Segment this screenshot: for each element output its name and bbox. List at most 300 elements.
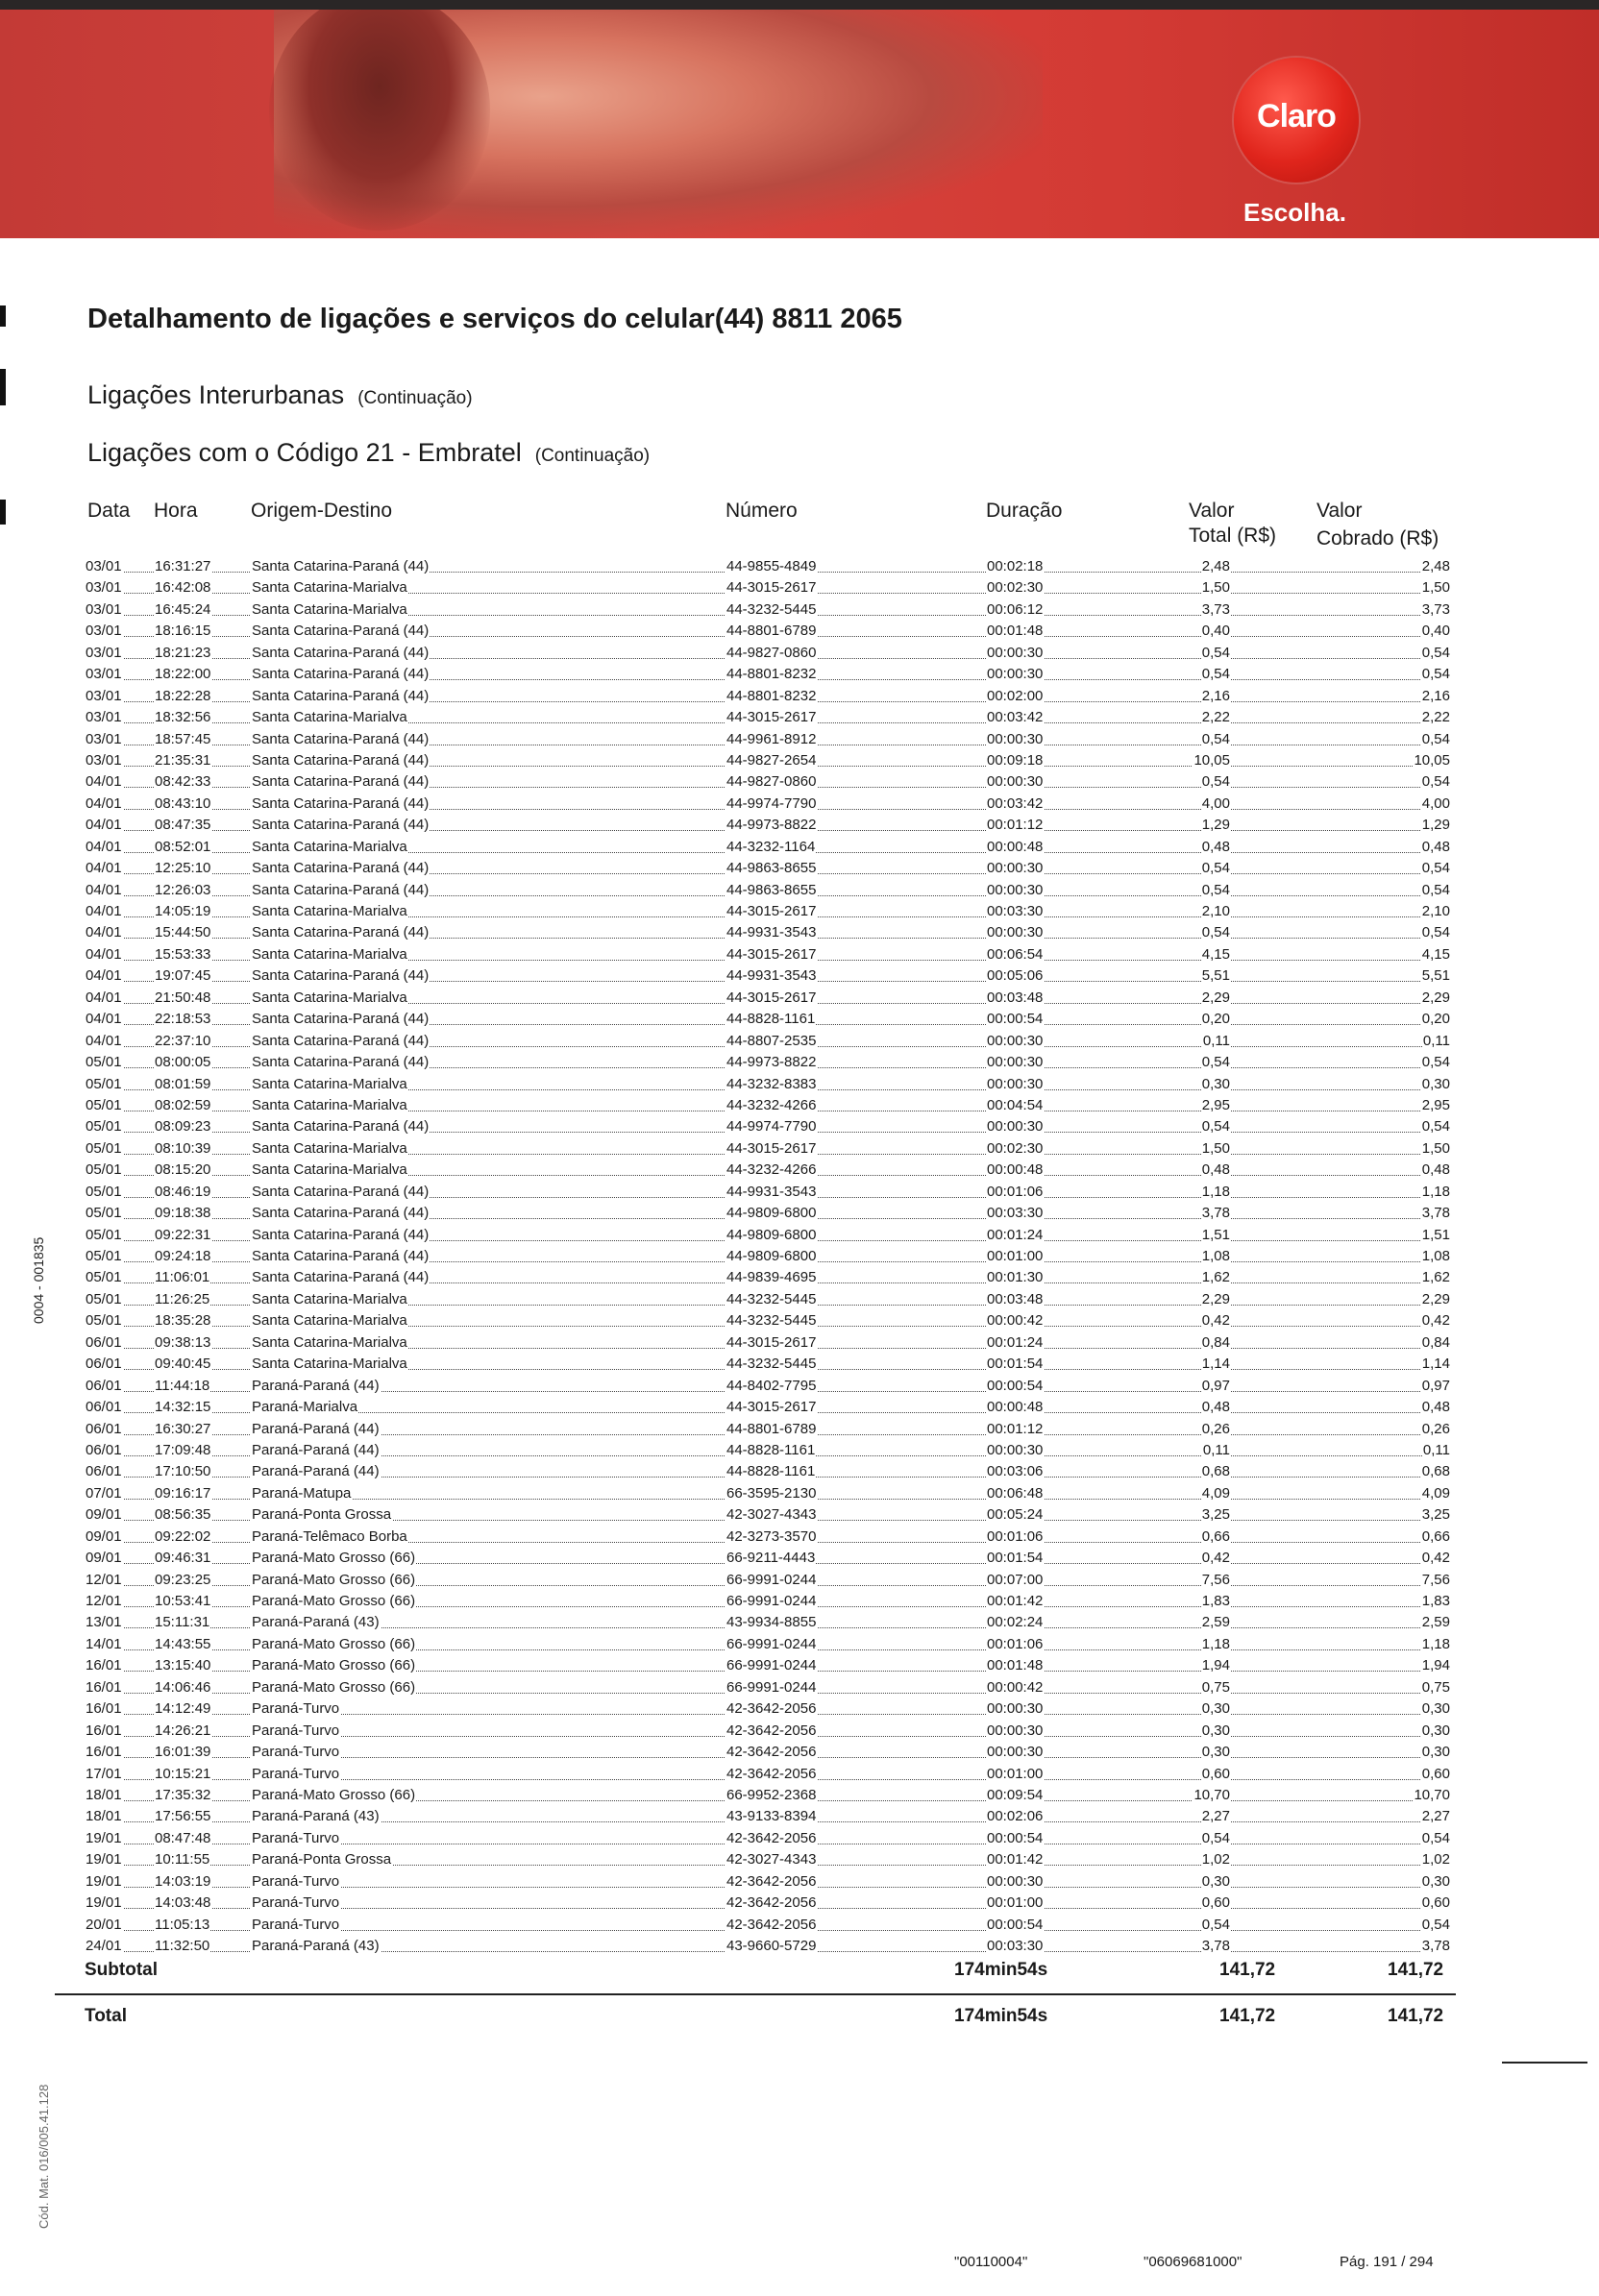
cell-time: 14:32:15 bbox=[155, 1399, 211, 1416]
cell-duration: 00:00:54 bbox=[987, 1377, 1044, 1394]
cell-total: 0,40 bbox=[1201, 623, 1230, 640]
cell-duration: 00:00:54 bbox=[987, 1011, 1044, 1028]
table-row bbox=[85, 1266, 1451, 1287]
cell-date: 06/01 bbox=[86, 1377, 122, 1394]
cell-number: 44-8807-2535 bbox=[726, 1032, 817, 1049]
table-row bbox=[85, 1526, 1451, 1547]
table-row bbox=[85, 1611, 1451, 1632]
cell-charged: 1,08 bbox=[1421, 1248, 1450, 1264]
cell-route: Santa Catarina-Paraná (44) bbox=[252, 773, 430, 791]
cell-time: 14:03:19 bbox=[155, 1872, 211, 1890]
cell-route: Santa Catarina-Marialva bbox=[252, 579, 407, 597]
cell-date: 05/01 bbox=[86, 1226, 122, 1243]
cell-number: 44-9863-8655 bbox=[726, 860, 817, 877]
cell-charged: 0,54 bbox=[1421, 730, 1450, 747]
cell-charged: 2,48 bbox=[1421, 558, 1450, 574]
cell-date: 16/01 bbox=[86, 1657, 122, 1674]
col-header-charged-1: Valor bbox=[1316, 500, 1363, 522]
cell-total: 0,42 bbox=[1201, 1550, 1230, 1567]
cell-total: 0,30 bbox=[1201, 1722, 1230, 1739]
cell-date: 09/01 bbox=[86, 1550, 122, 1567]
cell-charged: 0,30 bbox=[1421, 1075, 1450, 1092]
cell-time: 08:56:35 bbox=[155, 1506, 211, 1524]
table-row bbox=[85, 943, 1451, 965]
cell-number: 42-3642-2056 bbox=[726, 1894, 817, 1912]
cell-date: 16/01 bbox=[86, 1744, 122, 1761]
cell-route: Santa Catarina-Paraná (44) bbox=[252, 967, 430, 985]
table-row bbox=[85, 1848, 1451, 1869]
cell-time: 11:05:13 bbox=[155, 1916, 210, 1933]
cell-charged: 0,26 bbox=[1421, 1420, 1450, 1437]
cell-number: 42-3642-2056 bbox=[726, 1722, 817, 1739]
cell-number: 66-9952-2368 bbox=[726, 1786, 817, 1803]
cell-total: 0,54 bbox=[1201, 1829, 1230, 1846]
cell-number: 44-9931-3543 bbox=[726, 1183, 817, 1200]
cell-time: 09:18:38 bbox=[155, 1205, 211, 1222]
cell-total: 3,25 bbox=[1201, 1506, 1230, 1524]
cell-route: Paraná-Mato Grosso (66) bbox=[252, 1678, 416, 1696]
cell-date: 04/01 bbox=[86, 817, 122, 834]
logo-text: Claro bbox=[1257, 98, 1336, 134]
cell-route: Paraná-Paraná (44) bbox=[252, 1463, 380, 1480]
table-row bbox=[85, 793, 1451, 814]
cell-date: 06/01 bbox=[86, 1399, 122, 1416]
cell-date: 04/01 bbox=[86, 1011, 122, 1028]
cell-total: 1,02 bbox=[1201, 1851, 1230, 1869]
table-row bbox=[85, 1202, 1451, 1223]
cell-number: 66-9211-4443 bbox=[726, 1550, 816, 1567]
cell-duration: 00:00:30 bbox=[987, 1722, 1044, 1739]
table-row bbox=[85, 900, 1451, 921]
cell-charged: 0,54 bbox=[1421, 666, 1450, 683]
cell-number: 43-9934-8855 bbox=[726, 1614, 817, 1631]
cell-route: Santa Catarina-Paraná (44) bbox=[252, 1054, 430, 1071]
cell-number: 44-9931-3543 bbox=[726, 967, 817, 985]
cell-duration: 00:01:42 bbox=[987, 1593, 1044, 1609]
cell-charged: 0,11 bbox=[1422, 1032, 1450, 1049]
cell-charged: 0,30 bbox=[1421, 1744, 1450, 1761]
cell-date: 05/01 bbox=[86, 1054, 122, 1071]
cell-charged: 0,30 bbox=[1421, 1872, 1450, 1890]
cell-charged: 1,14 bbox=[1421, 1356, 1450, 1373]
cell-time: 08:46:19 bbox=[155, 1183, 211, 1200]
cell-date: 05/01 bbox=[86, 1312, 122, 1330]
cell-time: 11:44:18 bbox=[155, 1377, 210, 1394]
table-row bbox=[85, 1763, 1451, 1784]
cell-route: Santa Catarina-Marialva bbox=[252, 903, 407, 919]
cell-total: 10,05 bbox=[1193, 751, 1230, 769]
cell-total: 0,54 bbox=[1201, 924, 1230, 941]
table-row bbox=[85, 1181, 1451, 1202]
cell-time: 22:37:10 bbox=[155, 1032, 211, 1049]
cell-date: 03/01 bbox=[86, 579, 122, 597]
table-row bbox=[85, 1935, 1451, 1956]
cell-number: 44-9839-4695 bbox=[726, 1269, 817, 1286]
cell-charged: 1,83 bbox=[1421, 1593, 1450, 1609]
cell-time: 18:35:28 bbox=[155, 1312, 211, 1330]
page-number: Pág. 191 / 294 bbox=[1340, 2254, 1434, 2270]
cell-total: 4,09 bbox=[1201, 1484, 1230, 1502]
cell-total: 1,50 bbox=[1201, 579, 1230, 597]
cell-number: 44-3015-2617 bbox=[726, 579, 817, 597]
cell-route: Santa Catarina-Paraná (44) bbox=[252, 1269, 430, 1286]
cell-route: Santa Catarina-Paraná (44) bbox=[252, 1183, 430, 1200]
cell-duration: 00:00:30 bbox=[987, 1744, 1044, 1761]
cell-number: 44-9961-8912 bbox=[726, 730, 817, 747]
cell-time: 09:40:45 bbox=[155, 1356, 211, 1373]
cell-route: Santa Catarina-Marialva bbox=[252, 1356, 407, 1373]
cell-duration: 00:01:00 bbox=[987, 1894, 1044, 1912]
cell-route: Paraná-Ponta Grossa bbox=[252, 1851, 392, 1869]
table-row bbox=[85, 1137, 1451, 1159]
table-row bbox=[85, 965, 1451, 986]
header-banner bbox=[0, 10, 1599, 238]
table-row bbox=[85, 1720, 1451, 1741]
cell-date: 19/01 bbox=[86, 1894, 122, 1912]
table-row bbox=[85, 749, 1451, 770]
batch-code: 0004 - 001835 bbox=[31, 1236, 46, 1324]
cell-duration: 00:03:06 bbox=[987, 1463, 1044, 1480]
cell-number: 44-3232-4266 bbox=[726, 1096, 817, 1113]
table-row bbox=[85, 1418, 1451, 1439]
cell-total: 0,54 bbox=[1201, 1118, 1230, 1136]
cell-date: 06/01 bbox=[86, 1463, 122, 1480]
cell-date: 24/01 bbox=[86, 1938, 122, 1954]
cell-date: 14/01 bbox=[86, 1635, 122, 1652]
table-row bbox=[85, 1676, 1451, 1698]
cell-date: 04/01 bbox=[86, 794, 122, 812]
cell-duration: 00:05:24 bbox=[987, 1506, 1044, 1524]
cell-date: 20/01 bbox=[86, 1916, 122, 1933]
table-row bbox=[85, 1051, 1451, 1072]
cell-number: 44-9809-6800 bbox=[726, 1248, 817, 1264]
cell-total: 0,60 bbox=[1201, 1894, 1230, 1912]
cell-duration: 00:02:24 bbox=[987, 1614, 1044, 1631]
cell-time: 14:12:49 bbox=[155, 1700, 211, 1718]
cell-route: Paraná-Mato Grosso (66) bbox=[252, 1593, 416, 1609]
cell-route: Santa Catarina-Marialva bbox=[252, 1139, 407, 1157]
cell-number: 44-9863-8655 bbox=[726, 881, 817, 898]
cell-route: Paraná-Turvo bbox=[252, 1894, 340, 1912]
cell-route: Santa Catarina-Paraná (44) bbox=[252, 817, 430, 834]
cell-number: 44-9827-0860 bbox=[726, 773, 817, 791]
cell-route: Santa Catarina-Paraná (44) bbox=[252, 558, 430, 574]
cell-number: 66-9991-0244 bbox=[726, 1635, 817, 1652]
cell-charged: 0,54 bbox=[1421, 860, 1450, 877]
cell-date: 03/01 bbox=[86, 687, 122, 704]
cell-total: 2,10 bbox=[1201, 903, 1230, 919]
cell-route: Santa Catarina-Marialva bbox=[252, 1290, 407, 1307]
subsection-note: (Continuação) bbox=[534, 446, 651, 466]
cell-date: 13/01 bbox=[86, 1614, 122, 1631]
cell-total: 0,97 bbox=[1201, 1377, 1230, 1394]
cell-charged: 3,73 bbox=[1421, 600, 1450, 618]
claro-logo bbox=[1234, 58, 1359, 183]
cell-time: 18:21:23 bbox=[155, 644, 211, 661]
cell-charged: 3,78 bbox=[1421, 1205, 1450, 1222]
cell-time: 15:44:50 bbox=[155, 924, 211, 941]
cell-duration: 00:03:30 bbox=[987, 1205, 1044, 1222]
cell-number: 44-8828-1161 bbox=[726, 1011, 816, 1028]
cell-date: 04/01 bbox=[86, 989, 122, 1006]
cell-date: 05/01 bbox=[86, 1269, 122, 1286]
cell-total: 0,75 bbox=[1201, 1678, 1230, 1696]
table-row bbox=[85, 620, 1451, 641]
cell-total: 0,54 bbox=[1201, 644, 1230, 661]
cell-number: 44-9973-8822 bbox=[726, 817, 817, 834]
cell-route: Santa Catarina-Paraná (44) bbox=[252, 1011, 430, 1028]
cell-date: 04/01 bbox=[86, 903, 122, 919]
cell-duration: 00:03:30 bbox=[987, 903, 1044, 919]
cell-duration: 00:01:12 bbox=[987, 817, 1044, 834]
document-title: Detalhamento de ligações e serviços do celular(44) 8811 2065 bbox=[87, 304, 902, 334]
cell-charged: 0,40 bbox=[1421, 623, 1450, 640]
cell-date: 05/01 bbox=[86, 1161, 122, 1179]
cell-charged: 0,97 bbox=[1421, 1377, 1450, 1394]
cell-charged: 0,42 bbox=[1421, 1312, 1450, 1330]
table-row bbox=[85, 1396, 1451, 1417]
cell-date: 05/01 bbox=[86, 1075, 122, 1092]
cell-charged: 10,70 bbox=[1414, 1786, 1450, 1803]
cell-number: 44-9827-2654 bbox=[726, 751, 817, 769]
calls-table bbox=[85, 555, 1451, 1956]
cell-route: Santa Catarina-Paraná (44) bbox=[252, 1205, 430, 1222]
cell-total: 0,11 bbox=[1202, 1032, 1230, 1049]
cell-time: 14:43:55 bbox=[155, 1635, 211, 1652]
cell-time: 10:53:41 bbox=[155, 1593, 211, 1609]
cell-date: 05/01 bbox=[86, 1290, 122, 1307]
cell-date: 04/01 bbox=[86, 1032, 122, 1049]
cell-duration: 00:02:30 bbox=[987, 579, 1044, 597]
cell-route: Santa Catarina-Paraná (44) bbox=[252, 1226, 430, 1243]
cell-total: 0,66 bbox=[1201, 1527, 1230, 1545]
cell-number: 44-3015-2617 bbox=[726, 945, 817, 963]
cell-duration: 00:09:54 bbox=[987, 1786, 1044, 1803]
cell-charged: 0,68 bbox=[1421, 1463, 1450, 1480]
cell-duration: 00:00:30 bbox=[987, 924, 1044, 941]
cell-charged: 0,11 bbox=[1422, 1441, 1450, 1458]
cell-total: 1,94 bbox=[1201, 1657, 1230, 1674]
cell-number: 44-3232-5445 bbox=[726, 1290, 817, 1307]
cell-total: 0,48 bbox=[1201, 838, 1230, 855]
cell-charged: 0,54 bbox=[1421, 1118, 1450, 1136]
cell-total: 0,54 bbox=[1201, 1916, 1230, 1933]
cell-charged: 0,54 bbox=[1421, 1916, 1450, 1933]
cell-time: 22:18:53 bbox=[155, 1011, 211, 1028]
cell-time: 11:06:01 bbox=[155, 1269, 210, 1286]
cell-time: 18:57:45 bbox=[155, 730, 211, 747]
cell-number: 44-3015-2617 bbox=[726, 1399, 817, 1416]
cell-time: 15:11:31 bbox=[155, 1614, 210, 1631]
cell-duration: 00:02:18 bbox=[987, 558, 1044, 574]
cell-date: 12/01 bbox=[86, 1571, 122, 1588]
cell-time: 08:47:48 bbox=[155, 1829, 211, 1846]
cell-date: 05/01 bbox=[86, 1205, 122, 1222]
cell-total: 0,54 bbox=[1201, 773, 1230, 791]
cell-date: 03/01 bbox=[86, 666, 122, 683]
cell-charged: 3,25 bbox=[1421, 1506, 1450, 1524]
table-row bbox=[85, 685, 1451, 706]
cell-time: 13:15:40 bbox=[155, 1657, 211, 1674]
cell-time: 10:15:21 bbox=[155, 1765, 211, 1782]
cell-time: 16:31:27 bbox=[155, 558, 211, 574]
cell-number: 42-3273-3570 bbox=[726, 1527, 817, 1545]
cell-route: Paraná-Paraná (43) bbox=[252, 1938, 380, 1954]
cell-duration: 00:01:06 bbox=[987, 1183, 1044, 1200]
subsection-title: Ligações com o Código 21 - Embratel bbox=[87, 438, 522, 467]
cell-charged: 2,22 bbox=[1421, 709, 1450, 726]
cell-total: 2,22 bbox=[1201, 709, 1230, 726]
total-charged: 141,72 bbox=[1388, 2006, 1444, 2026]
cell-number: 44-3015-2617 bbox=[726, 1139, 817, 1157]
cell-number: 43-9660-5729 bbox=[726, 1938, 817, 1954]
cell-route: Santa Catarina-Paraná (44) bbox=[252, 687, 430, 704]
cell-number: 44-8801-8232 bbox=[726, 666, 817, 683]
cell-date: 03/01 bbox=[86, 644, 122, 661]
cell-route: Paraná-Mato Grosso (66) bbox=[252, 1786, 416, 1803]
cell-date: 06/01 bbox=[86, 1420, 122, 1437]
material-code: Cód. Mat. 016/005.41.128 bbox=[37, 2084, 51, 2229]
subtotal-total: 141,72 bbox=[1219, 1960, 1276, 1980]
cell-time: 17:10:50 bbox=[155, 1463, 211, 1480]
cell-time: 14:05:19 bbox=[155, 903, 211, 919]
cell-date: 16/01 bbox=[86, 1678, 122, 1696]
total-duration: 174min54s bbox=[954, 2006, 1048, 2026]
cell-route: Santa Catarina-Paraná (44) bbox=[252, 644, 430, 661]
cell-total: 0,30 bbox=[1201, 1075, 1230, 1092]
cell-total: 2,16 bbox=[1201, 687, 1230, 704]
cell-route: Santa Catarina-Marialva bbox=[252, 1096, 407, 1113]
cell-route: Santa Catarina-Paraná (44) bbox=[252, 881, 430, 898]
cell-duration: 00:00:30 bbox=[987, 1075, 1044, 1092]
cell-time: 18:32:56 bbox=[155, 709, 211, 726]
cell-number: 44-3232-1164 bbox=[726, 838, 816, 855]
cell-charged: 0,54 bbox=[1421, 924, 1450, 941]
cell-charged: 0,54 bbox=[1421, 881, 1450, 898]
cell-charged: 2,59 bbox=[1421, 1614, 1450, 1631]
cell-duration: 00:01:30 bbox=[987, 1269, 1044, 1286]
cell-date: 05/01 bbox=[86, 1096, 122, 1113]
cell-duration: 00:05:06 bbox=[987, 967, 1044, 985]
cell-route: Santa Catarina-Paraná (44) bbox=[252, 730, 430, 747]
cell-total: 4,00 bbox=[1201, 794, 1230, 812]
cell-duration: 00:01:00 bbox=[987, 1248, 1044, 1264]
table-row bbox=[85, 1569, 1451, 1590]
cell-total: 1,08 bbox=[1201, 1248, 1230, 1264]
cell-route: Paraná-Turvo bbox=[252, 1765, 340, 1782]
cell-total: 0,54 bbox=[1201, 881, 1230, 898]
cell-number: 44-9931-3543 bbox=[726, 924, 817, 941]
cell-charged: 0,54 bbox=[1421, 644, 1450, 661]
cell-duration: 00:00:30 bbox=[987, 1118, 1044, 1136]
cell-number: 42-3642-2056 bbox=[726, 1700, 817, 1718]
cell-duration: 00:01:06 bbox=[987, 1527, 1044, 1545]
cell-route: Santa Catarina-Paraná (44) bbox=[252, 666, 430, 683]
cell-total: 3,78 bbox=[1201, 1938, 1230, 1954]
cell-time: 16:45:24 bbox=[155, 600, 211, 618]
table-row bbox=[85, 1482, 1451, 1503]
cell-time: 09:23:25 bbox=[155, 1571, 211, 1588]
cell-number: 44-9974-7790 bbox=[726, 794, 817, 812]
cell-date: 03/01 bbox=[86, 751, 122, 769]
cell-route: Paraná-Turvo bbox=[252, 1744, 340, 1761]
cell-date: 16/01 bbox=[86, 1722, 122, 1739]
footer-code-2: "06069681000" bbox=[1144, 2254, 1242, 2270]
cell-time: 18:16:15 bbox=[155, 623, 211, 640]
cell-number: 66-3595-2130 bbox=[726, 1484, 817, 1502]
cell-number: 44-9973-8822 bbox=[726, 1054, 817, 1071]
cell-time: 16:42:08 bbox=[155, 579, 211, 597]
cell-duration: 00:03:30 bbox=[987, 1938, 1044, 1954]
cell-total: 0,30 bbox=[1201, 1700, 1230, 1718]
cell-duration: 00:00:42 bbox=[987, 1312, 1044, 1330]
cell-number: 42-3642-2056 bbox=[726, 1829, 817, 1846]
cell-charged: 2,27 bbox=[1421, 1808, 1450, 1825]
cell-date: 19/01 bbox=[86, 1829, 122, 1846]
cell-total: 1,62 bbox=[1201, 1269, 1230, 1286]
cell-route: Santa Catarina-Marialva bbox=[252, 989, 407, 1006]
cell-time: 19:07:45 bbox=[155, 967, 211, 985]
cell-time: 08:43:10 bbox=[155, 794, 211, 812]
cell-duration: 00:01:12 bbox=[987, 1420, 1044, 1437]
cell-number: 44-9809-6800 bbox=[726, 1205, 817, 1222]
subtotal-charged: 141,72 bbox=[1388, 1960, 1444, 1980]
cell-charged: 2,29 bbox=[1421, 989, 1450, 1006]
cell-time: 09:16:17 bbox=[155, 1484, 211, 1502]
cell-time: 16:01:39 bbox=[155, 1744, 211, 1761]
subtotal-label: Subtotal bbox=[85, 1960, 158, 1980]
cell-number: 44-3232-5445 bbox=[726, 1356, 817, 1373]
table-row bbox=[85, 987, 1451, 1008]
cell-time: 15:53:33 bbox=[155, 945, 211, 963]
cell-date: 03/01 bbox=[86, 709, 122, 726]
cell-charged: 2,29 bbox=[1421, 1290, 1450, 1307]
table-row bbox=[85, 1288, 1451, 1309]
table-row bbox=[85, 576, 1451, 598]
table-row bbox=[85, 1030, 1451, 1051]
cell-time: 17:09:48 bbox=[155, 1441, 211, 1458]
cell-total: 0,30 bbox=[1201, 1872, 1230, 1890]
cell-duration: 00:04:54 bbox=[987, 1096, 1044, 1113]
cell-time: 12:26:03 bbox=[155, 881, 211, 898]
cell-date: 19/01 bbox=[86, 1872, 122, 1890]
cell-date: 19/01 bbox=[86, 1851, 122, 1869]
cell-charged: 5,51 bbox=[1421, 967, 1450, 985]
cell-route: Santa Catarina-Marialva bbox=[252, 1333, 407, 1351]
cell-route: Santa Catarina-Marialva bbox=[252, 1075, 407, 1092]
cell-charged: 0,20 bbox=[1421, 1011, 1450, 1028]
cell-charged: 1,51 bbox=[1421, 1226, 1450, 1243]
cell-duration: 00:01:54 bbox=[987, 1550, 1044, 1567]
cell-total: 0,54 bbox=[1201, 730, 1230, 747]
table-row bbox=[85, 1245, 1451, 1266]
col-header-total-2: Total (R$) bbox=[1189, 525, 1277, 547]
cell-time: 08:52:01 bbox=[155, 838, 211, 855]
cell-time: 09:24:18 bbox=[155, 1248, 211, 1264]
cell-duration: 00:00:30 bbox=[987, 1032, 1044, 1049]
cell-charged: 3,78 bbox=[1421, 1938, 1450, 1954]
cell-number: 44-3015-2617 bbox=[726, 1333, 817, 1351]
table-row bbox=[85, 1115, 1451, 1136]
cell-number: 43-9133-8394 bbox=[726, 1808, 817, 1825]
cell-duration: 00:03:42 bbox=[987, 794, 1044, 812]
cell-number: 44-3232-4266 bbox=[726, 1161, 817, 1179]
cell-route: Santa Catarina-Paraná (44) bbox=[252, 924, 430, 941]
cell-charged: 1,62 bbox=[1421, 1269, 1450, 1286]
cell-route: Paraná-Mato Grosso (66) bbox=[252, 1571, 416, 1588]
cell-duration: 00:00:30 bbox=[987, 1700, 1044, 1718]
cell-total: 3,73 bbox=[1201, 600, 1230, 618]
